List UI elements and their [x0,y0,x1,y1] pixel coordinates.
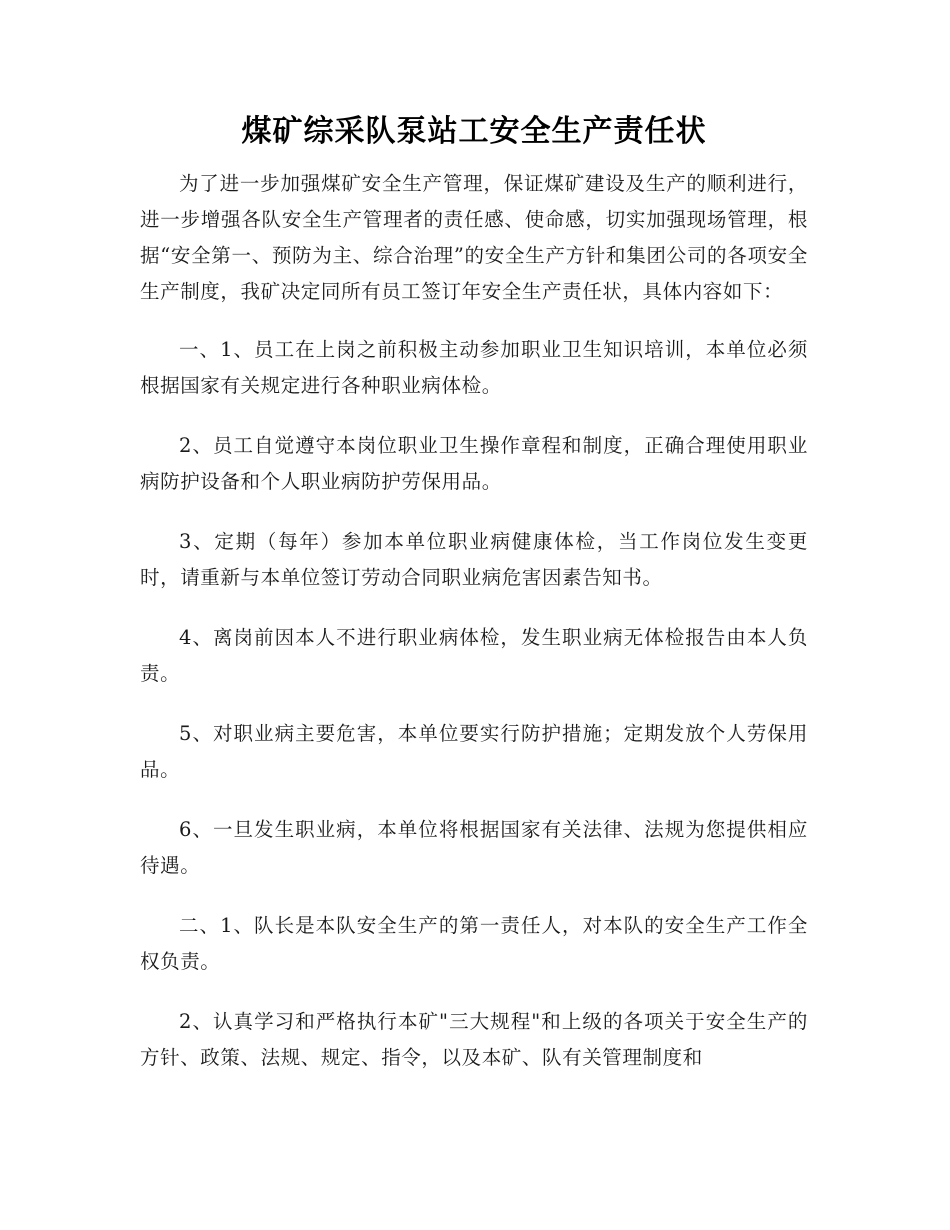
document-title: 煤矿综采队泵站工安全生产责任状 [241,114,707,149]
document-page [140,108,808,1100]
paragraph-intro: 为了进一步加强煤矿安全生产管理，保证煤矿建设及生产的顺利进行，进一步增强各队安全生产管理者的责任感、使命感，切实加强现场管理，根据“安全第一、预防为主、综合治理”的安全生产方针和集团公司的各项安全生产制度，我矿决定同所有员工签订年安全生产责任状，具体内容如下： [140,172,808,303]
paragraph-1-3: 3、定期（每年）参加本单位职业病健康体检，当工作岗位发生变更时，请重新与本单位签订劳动合同职业病危害因素告知书。 [140,530,808,589]
paragraph-1-5: 5、对职业病主要危害，本单位要实行防护措施；定期发放个人劳保用品。 [140,722,808,781]
paragraph-1-6: 6、一旦发生职业病，本单位将根据国家有关法律、法规为您提供相应待遇。 [140,818,808,877]
paragraph-2-2: 2、认真学习和严格执行本矿"三大规程"和上级的各项关于安全生产的方针、政策、法规、规定、指令，以及本矿、队有关管理制度和 [140,1010,808,1069]
paragraph-1-1: 一、1、员工在上岗之前积极主动参加职业卫生知识培训，本单位必须根据国家有关规定进行各种职业病体检。 [140,338,808,397]
paragraph-1-2: 2、员工自觉遵守本岗位职业卫生操作章程和制度，正确合理使用职业病防护设备和个人职业病防护劳保用品。 [140,434,808,493]
paragraph-2-1: 二、1、队长是本队安全生产的第一责任人，对本队的安全生产工作全权负责。 [140,914,808,973]
paragraph-1-4: 4、离岗前因本人不进行职业病体检，发生职业病无体检报告由本人负责。 [140,626,808,685]
